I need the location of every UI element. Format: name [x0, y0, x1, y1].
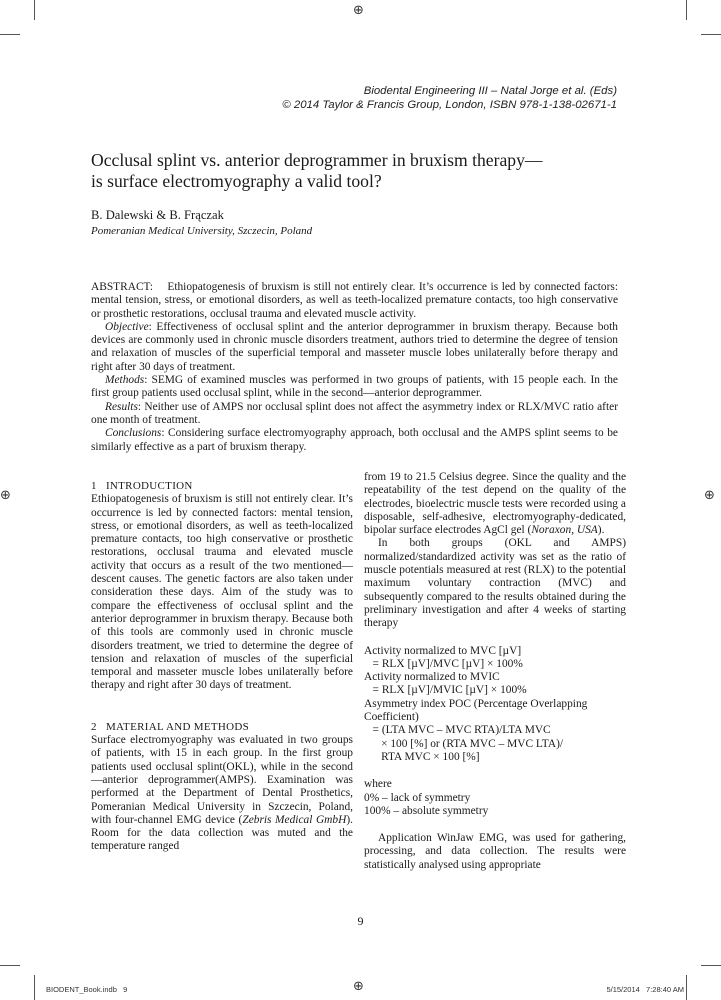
section-gap	[364, 631, 626, 645]
section-heading-introduction: 1 INTRODUCTION	[91, 480, 193, 492]
registration-mark-icon: ⊕	[353, 979, 364, 994]
objective-text: : Effectiveness of occlusal splint and the anterior deprogrammer in bruxism therapy. Because both devices are commonly used in chronic muscle disorders treatment, authors tried to determine the degree of tension and relaxation of muscles of the superficial temporal and masseter muscle lobes unilaterally before therapy and right after 30 days of treatment.	[91, 320, 618, 373]
abstract-intro	[91, 281, 618, 321]
crop-mark	[0, 34, 20, 35]
abstract-results	[91, 401, 618, 428]
equation-line: = (LTA MVC – MVC RTA)/LTA MVC	[364, 724, 551, 737]
section-heading-methods: 2 MATERIAL AND METHODS	[91, 720, 250, 733]
registration-mark-icon: ⊕	[704, 488, 715, 503]
equation-line: Asymmetry index POC (Percentage Overlapping	[364, 697, 588, 710]
equation-line: Coefficient)	[364, 711, 419, 724]
p1-text-a: from 19 to 21.5 Celsius degree. Since the quality and the repeatability of the test depend on the quality of the electrodes, bioelectric muscle tests were recorded using a disposable, self-adhesive, electromyography-dedicated, bipolar surface electrodes AgCl gel (	[364, 471, 626, 537]
abstract-conclusions	[91, 427, 618, 454]
p1-text-b: ).	[597, 524, 605, 537]
results-label: Results	[105, 400, 138, 413]
methods-text: : SEMG of examined muscles was performed in two groups of patients, with 15 people each. In the first group patients used occlusal splint, while in the second—anterior deprogrammer.	[91, 374, 618, 400]
crop-mark	[701, 34, 721, 35]
equation-line: Activity normalized to MVC [µV]	[364, 644, 522, 657]
left-column	[91, 480, 353, 854]
authors: B. Dalewski & B. Frączak	[91, 208, 224, 222]
equation-line: = RLX [µV]/MVC [µV] × 100%	[364, 657, 523, 670]
equation-block	[364, 645, 626, 765]
footer-date: 5/15/2014 7:28:40 AM	[606, 985, 684, 994]
title-line-2: is surface electromyography a valid tool?	[91, 171, 382, 191]
equation-line: Activity normalized to MVIC	[364, 671, 500, 684]
results-text: : Neither use of AMPS nor occlusal splint does not affect the asymmetry index or RLX/MVC ratio after one month of treatment.	[91, 400, 618, 426]
conclusions-label: Conclusions	[105, 427, 162, 440]
crop-mark	[686, 975, 687, 1000]
right-paragraph-2: In both groups (OKL and AMPS) normalized/standardized activity was set as the ratio of muscle potentials measured at rest (RLX) to the potential maximum voluntary contraction (MVC) and subsequently compared to the results obtained during the preliminary investigation and after 4 weeks of starting therapy	[364, 537, 626, 630]
section-gap	[364, 818, 626, 832]
equation-line: RTA MVC × 100 [%]	[364, 750, 480, 763]
affiliation: Pomeranian Medical University, Szczecin, Poland	[91, 225, 313, 237]
equation-line: = RLX [µV]/MVIC [µV] × 100%	[364, 684, 527, 697]
section-gap	[91, 693, 353, 707]
where-label: where	[364, 778, 392, 791]
methods-paragraph	[91, 734, 353, 854]
conclusions-text: : Considering surface electromyography approach, both occlusal and the AMPS splint seems to be similarly effective as a part of bruxism therapy.	[91, 427, 618, 453]
paper-title	[91, 150, 631, 192]
crop-mark	[686, 0, 687, 20]
registration-mark-icon: ⊕	[353, 3, 364, 18]
crop-mark	[701, 965, 721, 966]
right-paragraph-1	[364, 471, 626, 537]
device-name: Zebris Medical GmbH	[242, 813, 347, 826]
methods-text-b: ). Room for the data collection was muted and the temperature ranged	[91, 813, 353, 853]
page-number: 9	[357, 914, 364, 928]
abstract	[91, 281, 618, 454]
methods-text-a: Surface electromyography was evaluated in two groups of patients, with 15 in each group. In the first group patients used occlusal splint(OKL), while in the second—anterior deprogrammer(AMPS). Examination was performed at the Department of Dental Prosthetics, Pomeranian Medical University in Szczecin, Poland, with four-channel EMG device (	[91, 734, 353, 826]
where-item: 100% – absolute symmetry	[364, 804, 489, 817]
where-item: 0% – lack of symmetry	[364, 791, 471, 804]
equation-line: × 100 [%] or (RTA MVC – MVC LTA)/	[364, 737, 564, 750]
abstract-label: ABSTRACT:	[91, 281, 154, 293]
footer-file: BIODENT_Book.indb 9	[46, 985, 128, 994]
objective-label: Objective	[105, 320, 149, 333]
methods-label: Methods	[105, 374, 145, 387]
registration-mark-icon: ⊕	[0, 488, 11, 503]
right-paragraph-3: Application WinJaw EMG, was used for gathering, processing, and data collection. The results were statistically analysed using appropriate	[364, 832, 626, 871]
right-column	[364, 471, 626, 872]
header-line-1: Biodental Engineering III – Natal Jorge et al. (Eds)	[363, 85, 617, 97]
introduction-paragraph: Ethiopatogenesis of bruxism is still not entirely clear. It’s occurrence is led by connected factors: mental tension, stress, or emotional disorders, as well as teeth-localized premature contacts, too high conservative or prosthetic restorations, occlusal trauma and elevated muscle activity that occurs as a result of the two mentioned—descent causes. The genetic factors are also taken under consideration these days. Aim of the study was to compare the effectiveness of occlusal splint and the anterior deprogrammer in bruxism therapy. Because both of this tools are commonly used in chronic muscle disorders treatment, we tried to determine the degree of tension and relaxation of muscles of the superficial temporal and masseter muscle lobes unilaterally before therapy and right after 30 days of treatment.	[91, 493, 353, 692]
crop-mark	[34, 0, 35, 20]
electrode-brand: Noraxon, USA	[531, 524, 598, 537]
crop-mark	[34, 975, 35, 1000]
abstract-methods	[91, 374, 618, 401]
abstract-text: Ethiopatogenesis of bruxism is still not entirely clear. It’s occurrence is led by connected factors: mental tension, stress, or emotional disorders, as well as teeth-localized premature contacts, too high conservative or prosthetic restorations, occlusal trauma and elevated muscle activity.	[91, 281, 619, 320]
crop-mark	[0, 965, 20, 966]
section-gap	[91, 707, 353, 721]
running-header	[282, 84, 617, 112]
abstract-objective	[91, 321, 618, 374]
section-gap	[364, 764, 626, 778]
header-line-2: © 2014 Taylor & Francis Group, London, ISBN 978-1-138-02671-1	[282, 99, 617, 111]
title-line-1: Occlusal splint vs. anterior deprogrammer in bruxism therapy—	[91, 150, 543, 170]
